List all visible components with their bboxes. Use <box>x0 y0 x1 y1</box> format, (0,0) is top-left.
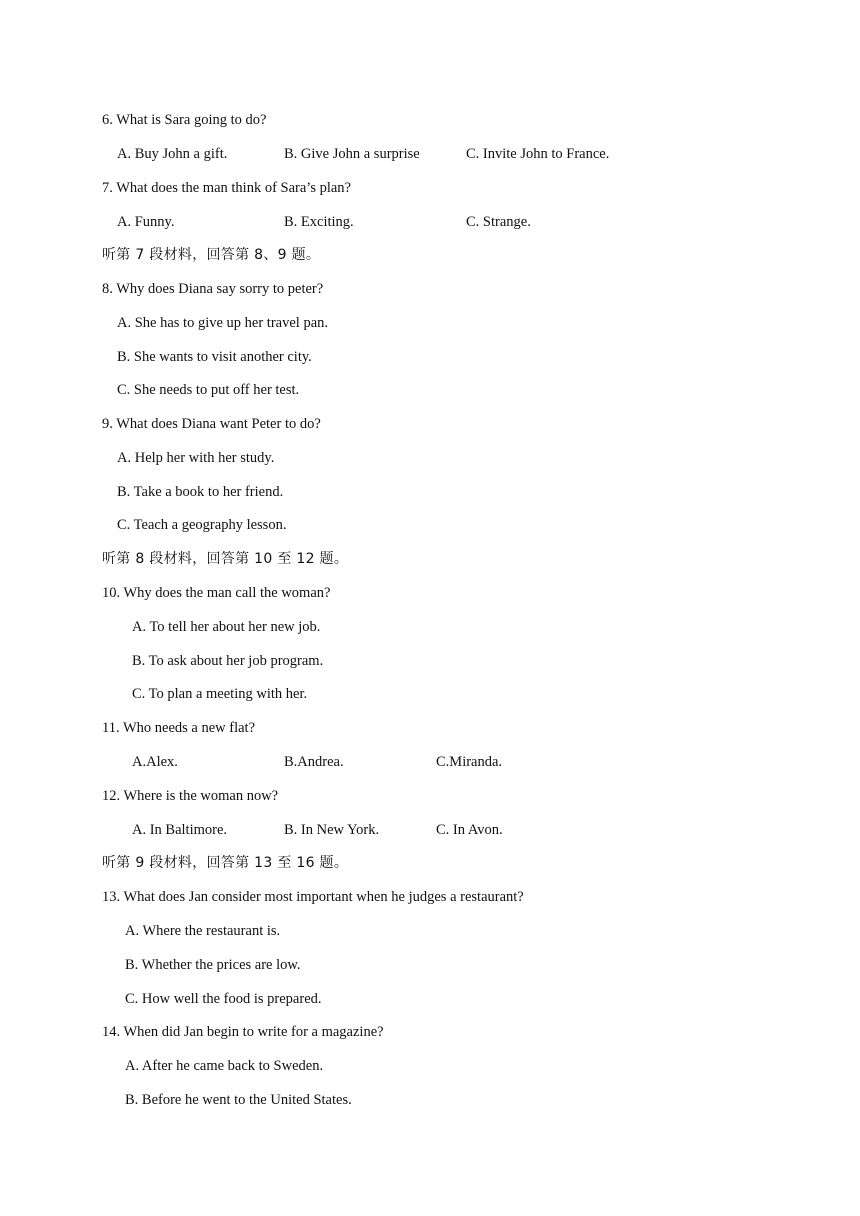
question-7-options <box>0 210 860 234</box>
question-8-option-c <box>0 378 860 402</box>
option-a: A. Where the restaurant is. <box>125 923 281 939</box>
option-b: B. Exciting. <box>284 214 354 230</box>
section-heading-8 <box>0 547 860 571</box>
question-9 <box>0 412 860 436</box>
question-8 <box>0 277 860 301</box>
question-text: 9. What does Diana want Peter to do? <box>102 416 321 432</box>
question-text: 10. Why does the man call the woman? <box>102 585 331 601</box>
question-10-option-a <box>0 615 860 639</box>
question-7 <box>0 176 860 200</box>
section-instruction: 听第 9 段材料，回答第 13 至 16 题。 <box>102 855 349 871</box>
option-c: C. To plan a meeting with her. <box>132 686 308 702</box>
option-c: C. Teach a geography lesson. <box>117 517 287 533</box>
option-a: A. Help her with her study. <box>117 450 275 466</box>
question-10-option-c <box>0 682 860 706</box>
option-a: A. After he came back to Sweden. <box>125 1058 324 1074</box>
option-a: A.Alex. <box>132 754 178 770</box>
question-text: 14. When did Jan begin to write for a magazine? <box>102 1024 384 1040</box>
question-text: 6. What is Sara going to do? <box>102 112 267 128</box>
question-text: 13. What does Jan consider most important when he judges a restaurant? <box>102 889 524 905</box>
question-text: 12. Where is the woman now? <box>102 788 279 804</box>
option-a: A. Buy John a gift. <box>117 146 228 162</box>
question-13-option-c <box>0 987 860 1011</box>
question-12 <box>0 784 860 808</box>
option-a: A. Funny. <box>117 214 175 230</box>
option-c: C. In Avon. <box>436 822 503 838</box>
option-b: B. Take a book to her friend. <box>117 484 284 500</box>
question-13-option-a <box>0 919 860 943</box>
option-c: C. Strange. <box>466 214 531 230</box>
question-13 <box>0 885 860 909</box>
question-11 <box>0 716 860 740</box>
option-b: B.Andrea. <box>284 754 344 770</box>
question-9-option-a <box>0 446 860 470</box>
option-c: C.Miranda. <box>436 754 503 770</box>
option-b: B. Whether the prices are low. <box>125 957 301 973</box>
option-b: B. Give John a surprise <box>284 146 420 162</box>
option-b: B. In New York. <box>284 822 380 838</box>
question-10-option-b <box>0 649 860 673</box>
option-b: B. Before he went to the United States. <box>125 1092 352 1108</box>
section-instruction: 听第 8 段材料，回答第 10 至 12 题。 <box>102 551 349 567</box>
section-heading-9 <box>0 851 860 875</box>
section-instruction: 听第 7 段材料，回答第 8、9 题。 <box>102 247 321 263</box>
question-13-option-b <box>0 953 860 977</box>
option-a: A. She has to give up her travel pan. <box>117 315 329 331</box>
question-6 <box>0 108 860 132</box>
question-14 <box>0 1020 860 1044</box>
option-b: B. To ask about her job program. <box>132 653 324 669</box>
question-8-option-b <box>0 345 860 369</box>
option-c: C. How well the food is prepared. <box>125 991 322 1007</box>
question-9-option-b <box>0 480 860 504</box>
question-10 <box>0 581 860 605</box>
question-6-options <box>0 142 860 166</box>
question-text: 11. Who needs a new flat? <box>102 720 256 736</box>
question-9-option-c <box>0 513 860 537</box>
option-b: B. She wants to visit another city. <box>117 349 312 365</box>
option-a: A. To tell her about her new job. <box>132 619 321 635</box>
option-c: C. Invite John to France. <box>466 146 610 162</box>
option-c: C. She needs to put off her test. <box>117 382 300 398</box>
question-12-options <box>0 818 860 842</box>
section-heading-7 <box>0 243 860 267</box>
question-text: 8. Why does Diana say sorry to peter? <box>102 281 324 297</box>
question-11-options <box>0 750 860 774</box>
question-14-option-a <box>0 1054 860 1078</box>
question-8-option-a <box>0 311 860 335</box>
question-text: 7. What does the man think of Sara’s plan? <box>102 180 351 196</box>
option-a: A. In Baltimore. <box>132 822 228 838</box>
question-14-option-b <box>0 1088 860 1112</box>
